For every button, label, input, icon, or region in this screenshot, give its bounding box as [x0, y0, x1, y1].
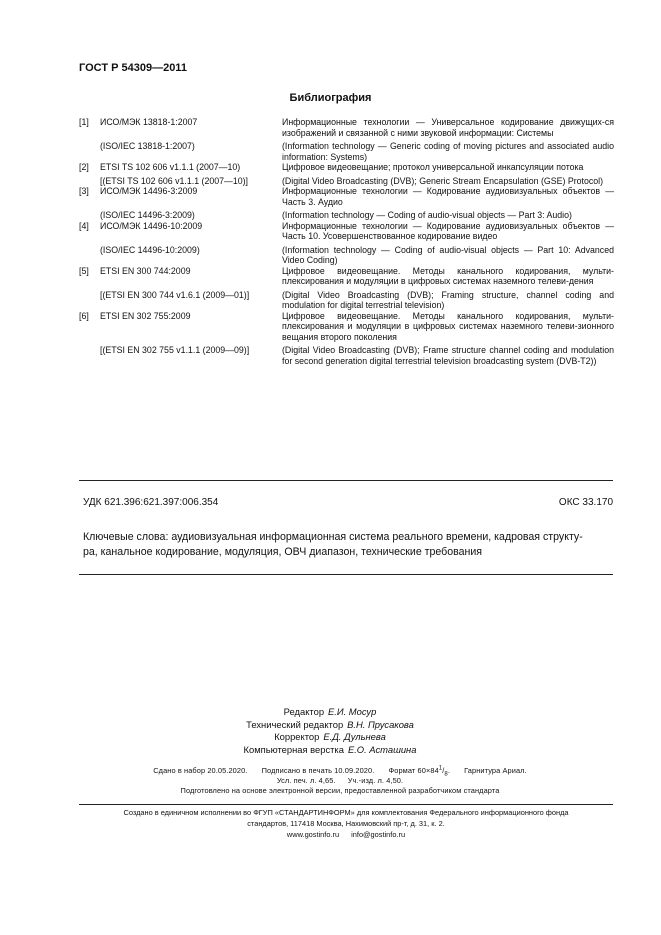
- entry-description: Цифровое видеовещание. Методы канального кодирования, мульти-плексирования и модуляции в цифровых системах наземного телеви-зионного вещания второго поколения: [282, 310, 614, 342]
- bibliography-line: [79, 290, 614, 311]
- staff-name: Е.Д. Дульнева: [323, 731, 386, 742]
- entry-description: (Information technology — Generic coding of moving pictures and associated audio information: Systems): [282, 141, 614, 162]
- entry-code: ИСО/МЭК 14496-3:2009: [100, 186, 198, 196]
- printing-basis: Подготовлено на основе электронной версии, предоставленной разработчиком стандарта: [180, 786, 500, 795]
- entry-code: (ISO/IEC 14496-10:2009): [100, 244, 200, 255]
- bibliography-entry: [79, 186, 614, 221]
- entry-description: Информационные технологии — Кодирование аудиовизуальных объектов — Часть 10. Усовершенствованное кодирование видео: [282, 220, 614, 241]
- footer-line-1: Создано в единичном исполнении во ФГУП «СТАНДАРТИНФОРМ» для комплектования Федерального информационного фонда: [123, 808, 569, 817]
- entry-code: [(ETSI EN 300 744 v1.6.1 (2009—01)]: [100, 289, 250, 300]
- entry-description: (Information technology — Coding of audio-visual objects — Part 10: Advanced Video Coding): [282, 244, 614, 265]
- website-link[interactable]: www.gostinfo.ru: [286, 830, 340, 839]
- entry-description: Информационные технологии — Кодирование аудиовизуальных объектов — Часть 3. Аудио: [282, 186, 614, 207]
- entry-number: [3]: [79, 186, 89, 196]
- set-date: Сдано в набор 20.05.2020.: [153, 766, 248, 775]
- signed-date: Подписано в печать 10.09.2020.: [261, 766, 375, 775]
- keywords-line-1: Ключевые слова: аудиовизуальная информационная система реального времени, кадровая структу-: [83, 531, 583, 543]
- bibliography-entry: [79, 162, 614, 186]
- bibliography-entry: [79, 117, 614, 162]
- publisher-sheets: Уч.-изд. л. 4,50.: [347, 776, 404, 785]
- bibliography-line: [79, 266, 614, 287]
- entry-description: (Digital Video Broadcasting (DVB); Framing structure, channel coding and modulation for digital terrestrial television): [282, 289, 614, 310]
- footer-contacts: [79, 829, 613, 840]
- document-standard-number: ГОСТ Р 54309—2011: [79, 62, 187, 74]
- entry-code: ETSI EN 302 755:2009: [100, 310, 191, 321]
- publisher-footer: [79, 807, 613, 840]
- bibliography-line: [79, 210, 614, 221]
- staff-name: В.Н. Прусакова: [347, 718, 414, 730]
- divider-top: [79, 480, 613, 481]
- entry-description: (Information technology — Coding of audio-visual objects — Part 3: Audio): [282, 210, 572, 220]
- email-link[interactable]: info@gostinfo.ru: [351, 830, 406, 839]
- entry-code: ETSI TS 102 606 v1.1.1 (2007—10): [100, 162, 241, 172]
- staff-row: [180, 731, 480, 744]
- staff-role: Компьютерная верстка: [243, 743, 344, 755]
- print-sheets: Усл. печ. л. 4,65.: [276, 776, 336, 785]
- entry-number: [4]: [79, 220, 89, 231]
- staff-role: Редактор: [283, 706, 325, 717]
- staff-row: [180, 706, 480, 719]
- printing-info: [90, 766, 590, 796]
- bibliography-entry: [79, 311, 614, 367]
- bibliography-line: [79, 141, 614, 162]
- entry-code: [(ETSI TS 102 606 v1.1.1 (2007—10)]: [100, 175, 249, 186]
- bibliography-line: [79, 311, 614, 343]
- bibliography-line: [79, 245, 614, 266]
- printing-row-1: [90, 766, 590, 776]
- entry-code: ИСО/МЭК 13818-1:2007: [100, 117, 198, 127]
- bibliography-entry: [79, 221, 614, 266]
- entry-description: Информационные технологии — Универсальное кодирование движущих-ся изображений и связанной с ними звуковой информации: Системы: [282, 117, 614, 138]
- staff-name: Е.О. Асташина: [347, 743, 417, 755]
- entry-code: (ISO/IEC 13818-1:2007): [100, 141, 195, 151]
- staff-name: Е.И. Мосур: [328, 706, 377, 717]
- staff-role: Технический редактор: [246, 718, 344, 730]
- bibliography-list: [79, 117, 614, 366]
- bibliography-line: [79, 186, 614, 207]
- entry-number: [2]: [79, 162, 89, 172]
- entry-description: Цифровое видеовещание. Методы канального кодирования, мульти-плексирования и модуляции в цифровых системах наземного телеви-дения: [282, 265, 614, 286]
- entry-code: ETSI EN 300 744:2009: [100, 265, 191, 276]
- entry-number: [6]: [79, 310, 89, 321]
- entry-description: (Digital Video Broadcasting (DVB); Generic Stream Encapsulation (GSE) Protocol): [282, 175, 604, 186]
- printing-row-2: [90, 776, 590, 786]
- bibliography-line: [79, 117, 614, 138]
- udc-code: УДК 621.396:621.397:006.354: [83, 497, 219, 508]
- entry-code: ИСО/МЭК 14496-10:2009: [100, 220, 203, 231]
- bibliography-line: [79, 345, 614, 366]
- entry-description: (Digital Video Broadcasting (DVB); Frame structure channel coding and modulation for second generation digital terrestrial television broadcasting system (DVB-T2)): [282, 345, 614, 366]
- typeface: Гарнитура Ариал.: [464, 766, 527, 775]
- footer-line-2: стандартов, 117418 Москва, Нахимовский пр-т, д. 31, к. 2.: [247, 819, 445, 828]
- staff-row: [180, 719, 480, 732]
- divider-bottom: [79, 804, 613, 805]
- oks-code: ОКС 33.170: [558, 497, 613, 508]
- divider-middle: [79, 574, 613, 575]
- entry-number: [1]: [79, 117, 89, 127]
- entry-code: [(ETSI EN 302 755 v1.1.1 (2009—09)]: [100, 345, 250, 355]
- bibliography-title: Библиография: [289, 92, 372, 104]
- paper-format: Формат $60\times 84^1/_8$.: [388, 765, 450, 778]
- bibliography-line: [79, 221, 614, 242]
- bibliography-entry: [79, 266, 614, 311]
- entry-number: [5]: [79, 265, 89, 276]
- staff-role: Корректор: [274, 731, 320, 742]
- bibliography-line: [79, 162, 614, 173]
- entry-description: Цифровое видеовещание; протокол универсальной инкапсуляции потока: [282, 162, 584, 172]
- editorial-staff: [180, 706, 480, 756]
- staff-row: [180, 744, 480, 757]
- keywords-line-2: ра, канальное кодирование, модуляция, ОВЧ диапазон, технические требования: [83, 546, 483, 558]
- bibliography-line: [79, 176, 614, 187]
- entry-code: (ISO/IEC 14496-3:2009): [100, 210, 195, 220]
- keywords: [83, 530, 613, 560]
